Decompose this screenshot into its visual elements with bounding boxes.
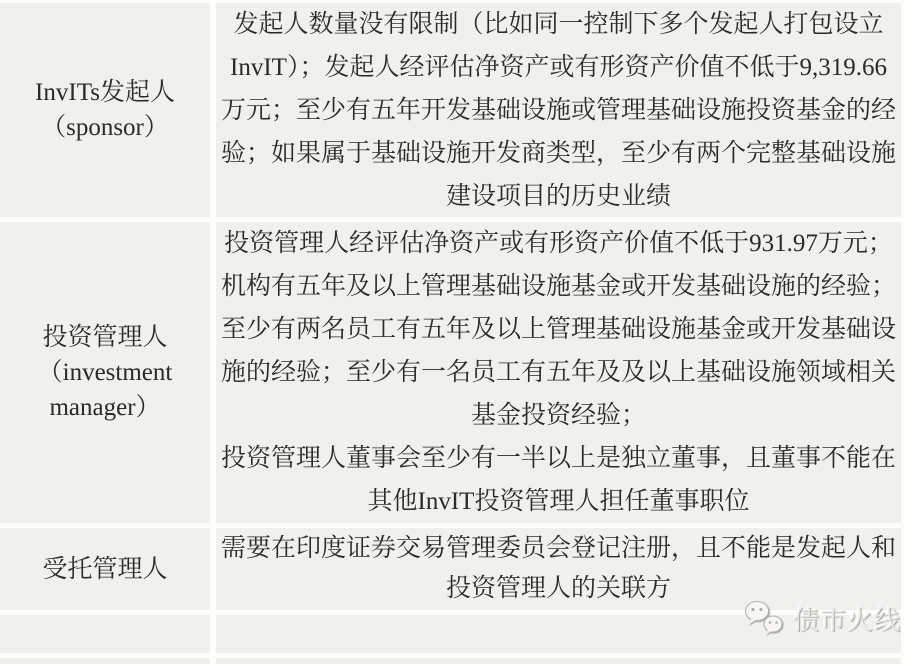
label-line: 受托管理人 (42, 555, 168, 583)
text-line: 万元；至少有五年开发基础设施或管理基础设施投资基金的经 (220, 96, 896, 124)
label-line: manager） (49, 394, 161, 421)
text-line: 投资管理人董事会至少有一半以上是独立董事，且董事不能在 (220, 445, 896, 472)
row-label-investment-manager (0, 222, 210, 523)
text-line: InvIT）；发起人经评估净资产或有形资产价值不低于9,319.66 (230, 53, 887, 81)
label-line: 投资管理人 (42, 324, 168, 351)
clipped-label-cell (0, 658, 210, 664)
row-content-sponsor (216, 3, 901, 217)
text-line: 基金投资经验； (470, 402, 646, 429)
text-line: 投资管理人经评估净资产或有形资产价值不低于931.97万元； (224, 230, 893, 257)
watermark (744, 599, 901, 637)
text-line: 施的经验；至少有一名员工有五年及及以上基础设施领域相关 (220, 359, 896, 386)
row-content-trustee (216, 528, 901, 610)
label-line: InvITs发起人 (35, 79, 175, 106)
watermark-label: 债市火线 (793, 604, 902, 635)
text-line: 至少有两名员工有五年及以上管理基础设施基金或开发基础设 (220, 316, 896, 343)
wechat-icon (744, 599, 786, 637)
text-line: 其他InvIT投资管理人担任董事职位 (367, 488, 750, 515)
text-line: 发起人数量没有限制（比如同一控制下多个发起人打包设立 (233, 10, 884, 38)
row-label-trustee (0, 528, 210, 610)
text-line: 机构有五年及以上管理基础设施基金或开发基础设施的经验； (220, 273, 896, 300)
clipped-content-cell (216, 658, 901, 664)
text-line: 验；如果属于基础设施开发商类型，至少有两个完整基础设施 (220, 139, 896, 167)
row-content-investment-manager (216, 222, 901, 523)
text-line: 需要在印度证券交易管理委员会登记注册，且不能是发起人和 (220, 535, 896, 562)
text-line: 投资管理人的关联方 (445, 575, 671, 602)
label-line: （sponsor） (41, 114, 169, 141)
text-line: 建设项目的历史业绩 (445, 182, 671, 210)
row-label-sponsor (0, 3, 210, 217)
empty-label-cell (0, 615, 210, 653)
label-line: （investment (37, 359, 173, 386)
